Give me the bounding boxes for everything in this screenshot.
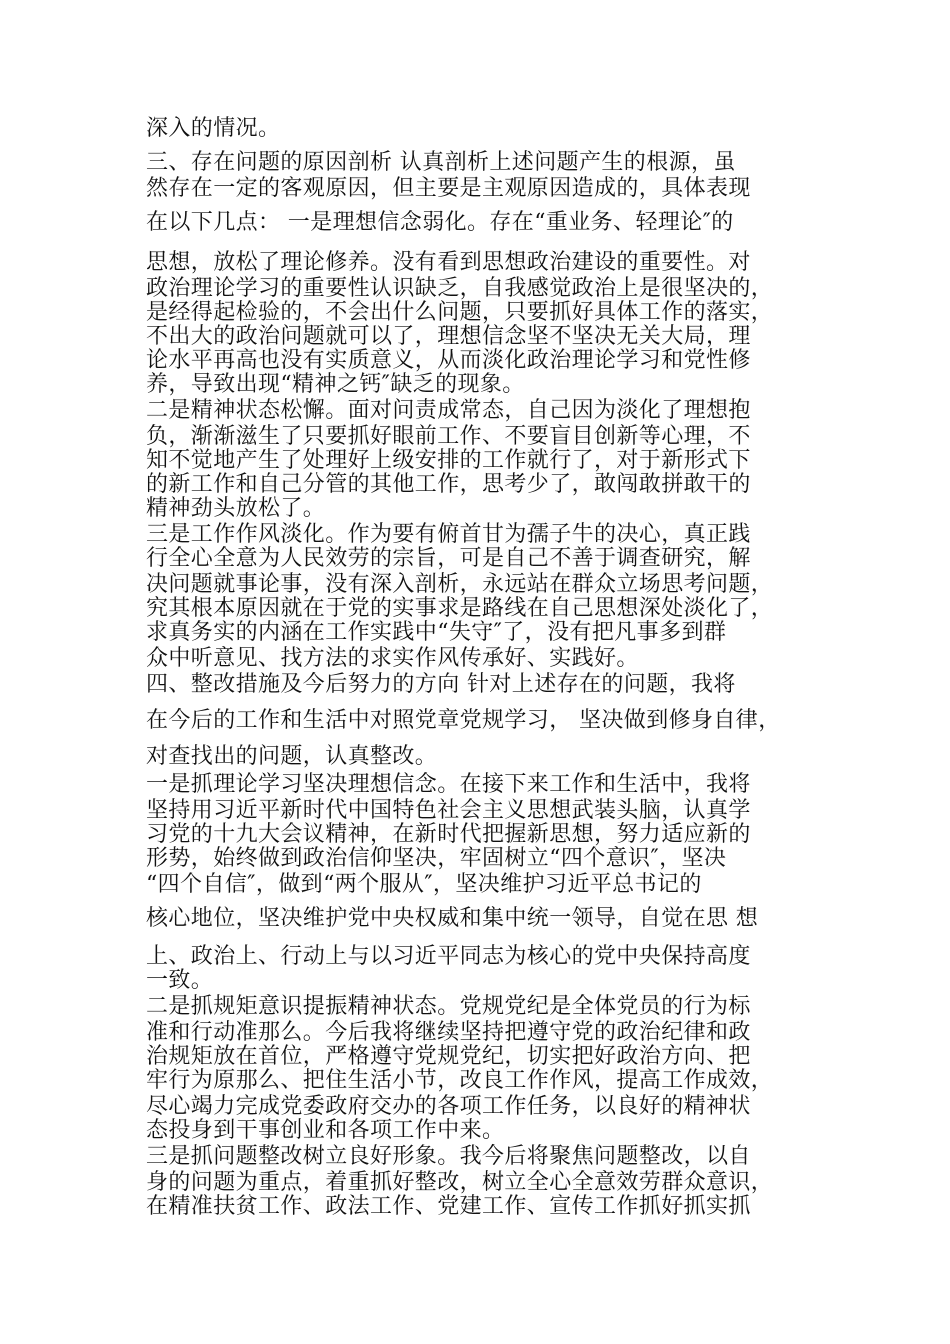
text-line: 身的问题为重点，着重抓好整改，树立全心全意效劳群众意识， [146, 1170, 774, 1195]
text-line: 深入的情况。 [146, 116, 281, 141]
text-line: 不出大的政治问题就可以了，理想信念坚不坚决无关大局，理 [146, 324, 751, 349]
text-line: 一致。 [146, 968, 214, 993]
text-line: 负，渐渐滋生了只要抓好眼前工作、不要盲目创新等心理，不 [146, 424, 751, 449]
text-line: 论水平再高也没有实质意义，从而淡化政治理论学习和党性修 [146, 348, 751, 373]
text-line: 三是工作作风淡化。作为要有俯首甘为孺子牛的决心，真正践 [146, 522, 751, 547]
text-line: 形势，始终做到政治信仰坚决，牢固树立“四个意识″，坚决 [146, 846, 727, 871]
text-line: 牢行为原那么、把住生活小节，改良工作作风，提高工作成效， [146, 1068, 774, 1093]
text-line: 是经得起检验的，不会出什么问题，只要抓好具体工作的落实， [146, 300, 774, 325]
text-line: 治规矩放在首位，严格遵守党规党纪，切实把好政治方向、把 [146, 1044, 751, 1069]
text-line: 养，导致出现“精神之钙″缺乏的现象。 [146, 372, 525, 397]
text-line: 习党的十九大会议精神，在新时代把握新思想，努力适应新的 [146, 822, 751, 847]
text-line: 态投身到干事创业和各项工作中来。 [146, 1118, 505, 1143]
text-line: 对查找出的问题，认真整改。 [146, 744, 438, 769]
text-line: 准和行动准那么。今后我将继续坚持把遵守党的政治纪律和政 [146, 1020, 751, 1045]
text-line: 政治理论学习的重要性认识缺乏，自我感觉政治上是很坚决的， [146, 276, 774, 301]
text-line: 二是精神状态松懈。面对问责成常态，自己因为淡化了理想抱 [146, 398, 751, 423]
text-line: 三是抓问题整改树立良好形象。我今后将聚焦问题整改，以自 [146, 1144, 751, 1169]
text-line: 精神劲头放松了。 [146, 496, 326, 521]
text-line: 决问题就事论事，没有深入剖析，永远站在群众立场思考问题， [146, 572, 774, 597]
text-line: 尽心竭力完成党委政府交办的各项工作任务，以良好的精神状 [146, 1094, 751, 1119]
text-line: 坚持用习近平新时代中国特色社会主义思想武装头脑，认真学 [146, 798, 751, 823]
text-line: 的新工作和自己分管的其他工作，思考少了，敢闯敢拼敢干的 [146, 472, 751, 497]
text-line: 求真务实的内涵在工作实践中“失守″了，没有把凡事多到群 [146, 620, 727, 645]
text-line: 行全心全意为人民效劳的宗旨，可是自己不善于调查研究，解 [146, 546, 751, 571]
text-line: 二是抓规矩意识提振精神状态。党规党纪是全体党员的行为标 [146, 994, 751, 1019]
text-line: 在今后的工作和生活中对照党章党规学习， 坚决做到修身自律， [146, 708, 781, 733]
text-line: 然存在一定的客观原因，但主要是主观原因造成的，具体表现 [146, 176, 751, 201]
text-line: 一是抓理论学习坚决理想信念。在接下来工作和生活中，我将 [146, 772, 751, 797]
text-line: 在精准扶贫工作、政法工作、党建工作、宣传工作抓好抓实抓 [146, 1194, 751, 1219]
text-line: 究其根本原因就在于党的实事求是路线在自己思想深处淡化了， [146, 596, 774, 621]
text-line: 四、整改措施及今后努力的方向 针对上述存在的问题，我将 [146, 672, 736, 697]
text-line: 上、政治上、行动上与以习近平同志为核心的党中央保持高度 [146, 944, 751, 969]
text-line: 三、存在问题的原因剖析 认真剖析上述问题产生的根源，虽 [146, 150, 736, 175]
text-line: 思想，放松了理论修养。没有看到思想政治建设的重要性。对 [146, 250, 751, 275]
text-line: 在以下几点： 一是理想信念弱化。存在“重业务、轻理论″的 [146, 210, 734, 235]
text-line: 知不觉地产生了处理好上级安排的工作就行了，对于新形式下 [146, 448, 751, 473]
text-line: “四个自信″，做到“两个服从″，坚决维护习近平总书记的 [146, 872, 702, 897]
text-line: 众中听意见、找方法的求实作风传承好、实践好。 [146, 646, 639, 671]
text-line: 核心地位，坚决维护党中央权威和集中统一领导，自觉在思 想 [146, 906, 759, 931]
